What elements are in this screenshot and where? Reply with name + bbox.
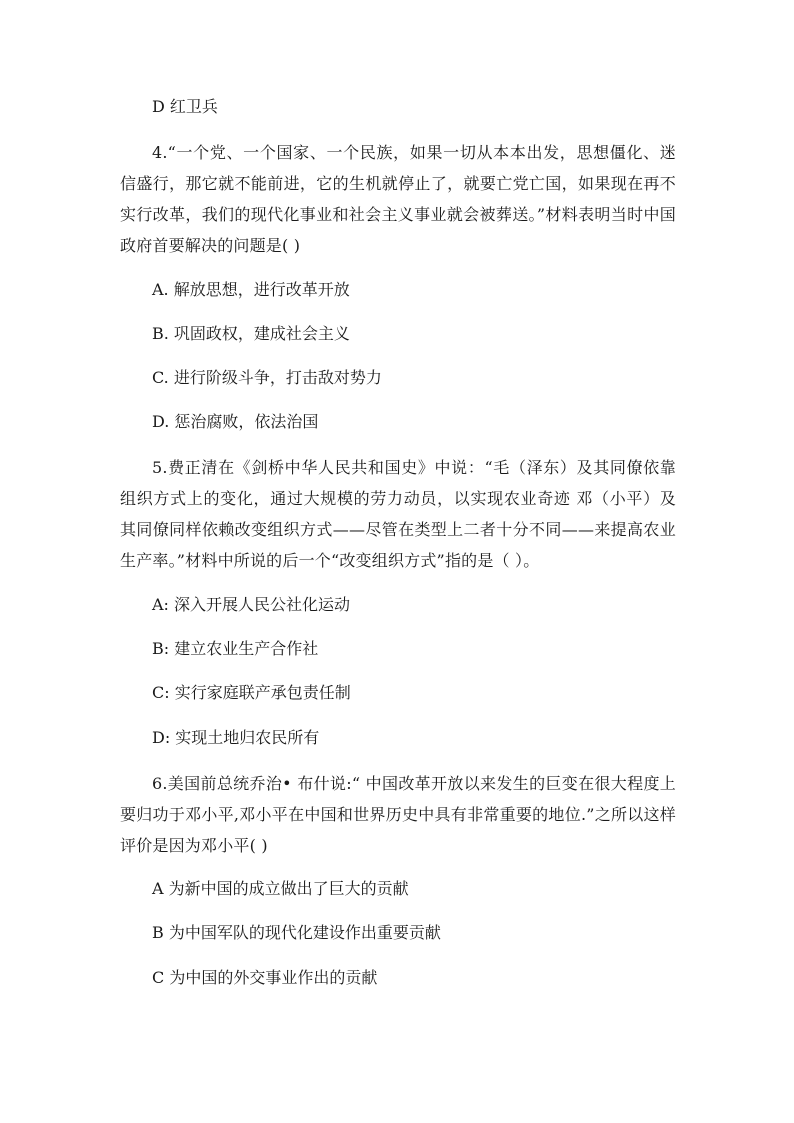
q5-option-b: B: 建立农业生产合作社 — [152, 639, 319, 658]
q4-stem: 4.“一个党、一个国家、一个民族，如果一切从本本出发，思想僵化、迷信盛行，那它就不能前进，它的生机就停止了，就要亡党亡国，如果现在再不实行改革，我们的现代化事业和社会主义事业就会被葬送。”材料表明当时中国政府首要解决的问题是( ) — [120, 143, 676, 255]
q4-option-a: A. 解放思想，进行改革开放 — [152, 280, 350, 299]
q4-option-c: C. 进行阶级斗争，打击敌对势力 — [152, 368, 382, 387]
q5-stem: 5.费正清在《剑桥中华人民共和国史》中说：“毛（泽东）及其同僚依靠组织方式上的变化，通过大规模的劳力动员，以实现农业奇迹 邓（小平）及其同僚同样依赖改变组织方式——尽管在类型上二者十分不同——来提高农业生产率。”材料中所说的后一个“改变组织方式”指的是（ ）。 — [120, 458, 676, 570]
q5-option-a: A: 深入开展人民公社化运动 — [152, 595, 351, 614]
q6-option-b: B 为中国军队的现代化建设作出重要贡献 — [152, 923, 441, 942]
q5-option-c: C: 实行家庭联产承包责任制 — [152, 683, 351, 702]
q4-option-b: B. 巩固政权，建成社会主义 — [152, 324, 350, 343]
q4-option-d: D. 惩治腐败，依法治国 — [152, 412, 319, 431]
q6-option-c: C 为中国的外交事业作出的贡献 — [152, 968, 378, 987]
q6-stem: 6.美国前总统乔治• 布什说:“ 中国改革开放以来发生的巨变在很大程度上要归功于邓小平,邓小平在中国和世界历史中具有非常重要的地位.”之所以这样评价是因为邓小平( ) — [120, 774, 676, 855]
q6-option-a: A 为新中国的成立做出了巨大的贡献 — [152, 879, 409, 898]
q5-option-d: D: 实现土地归农民所有 — [152, 728, 320, 747]
q3-option-d: D 红卫兵 — [152, 97, 218, 116]
